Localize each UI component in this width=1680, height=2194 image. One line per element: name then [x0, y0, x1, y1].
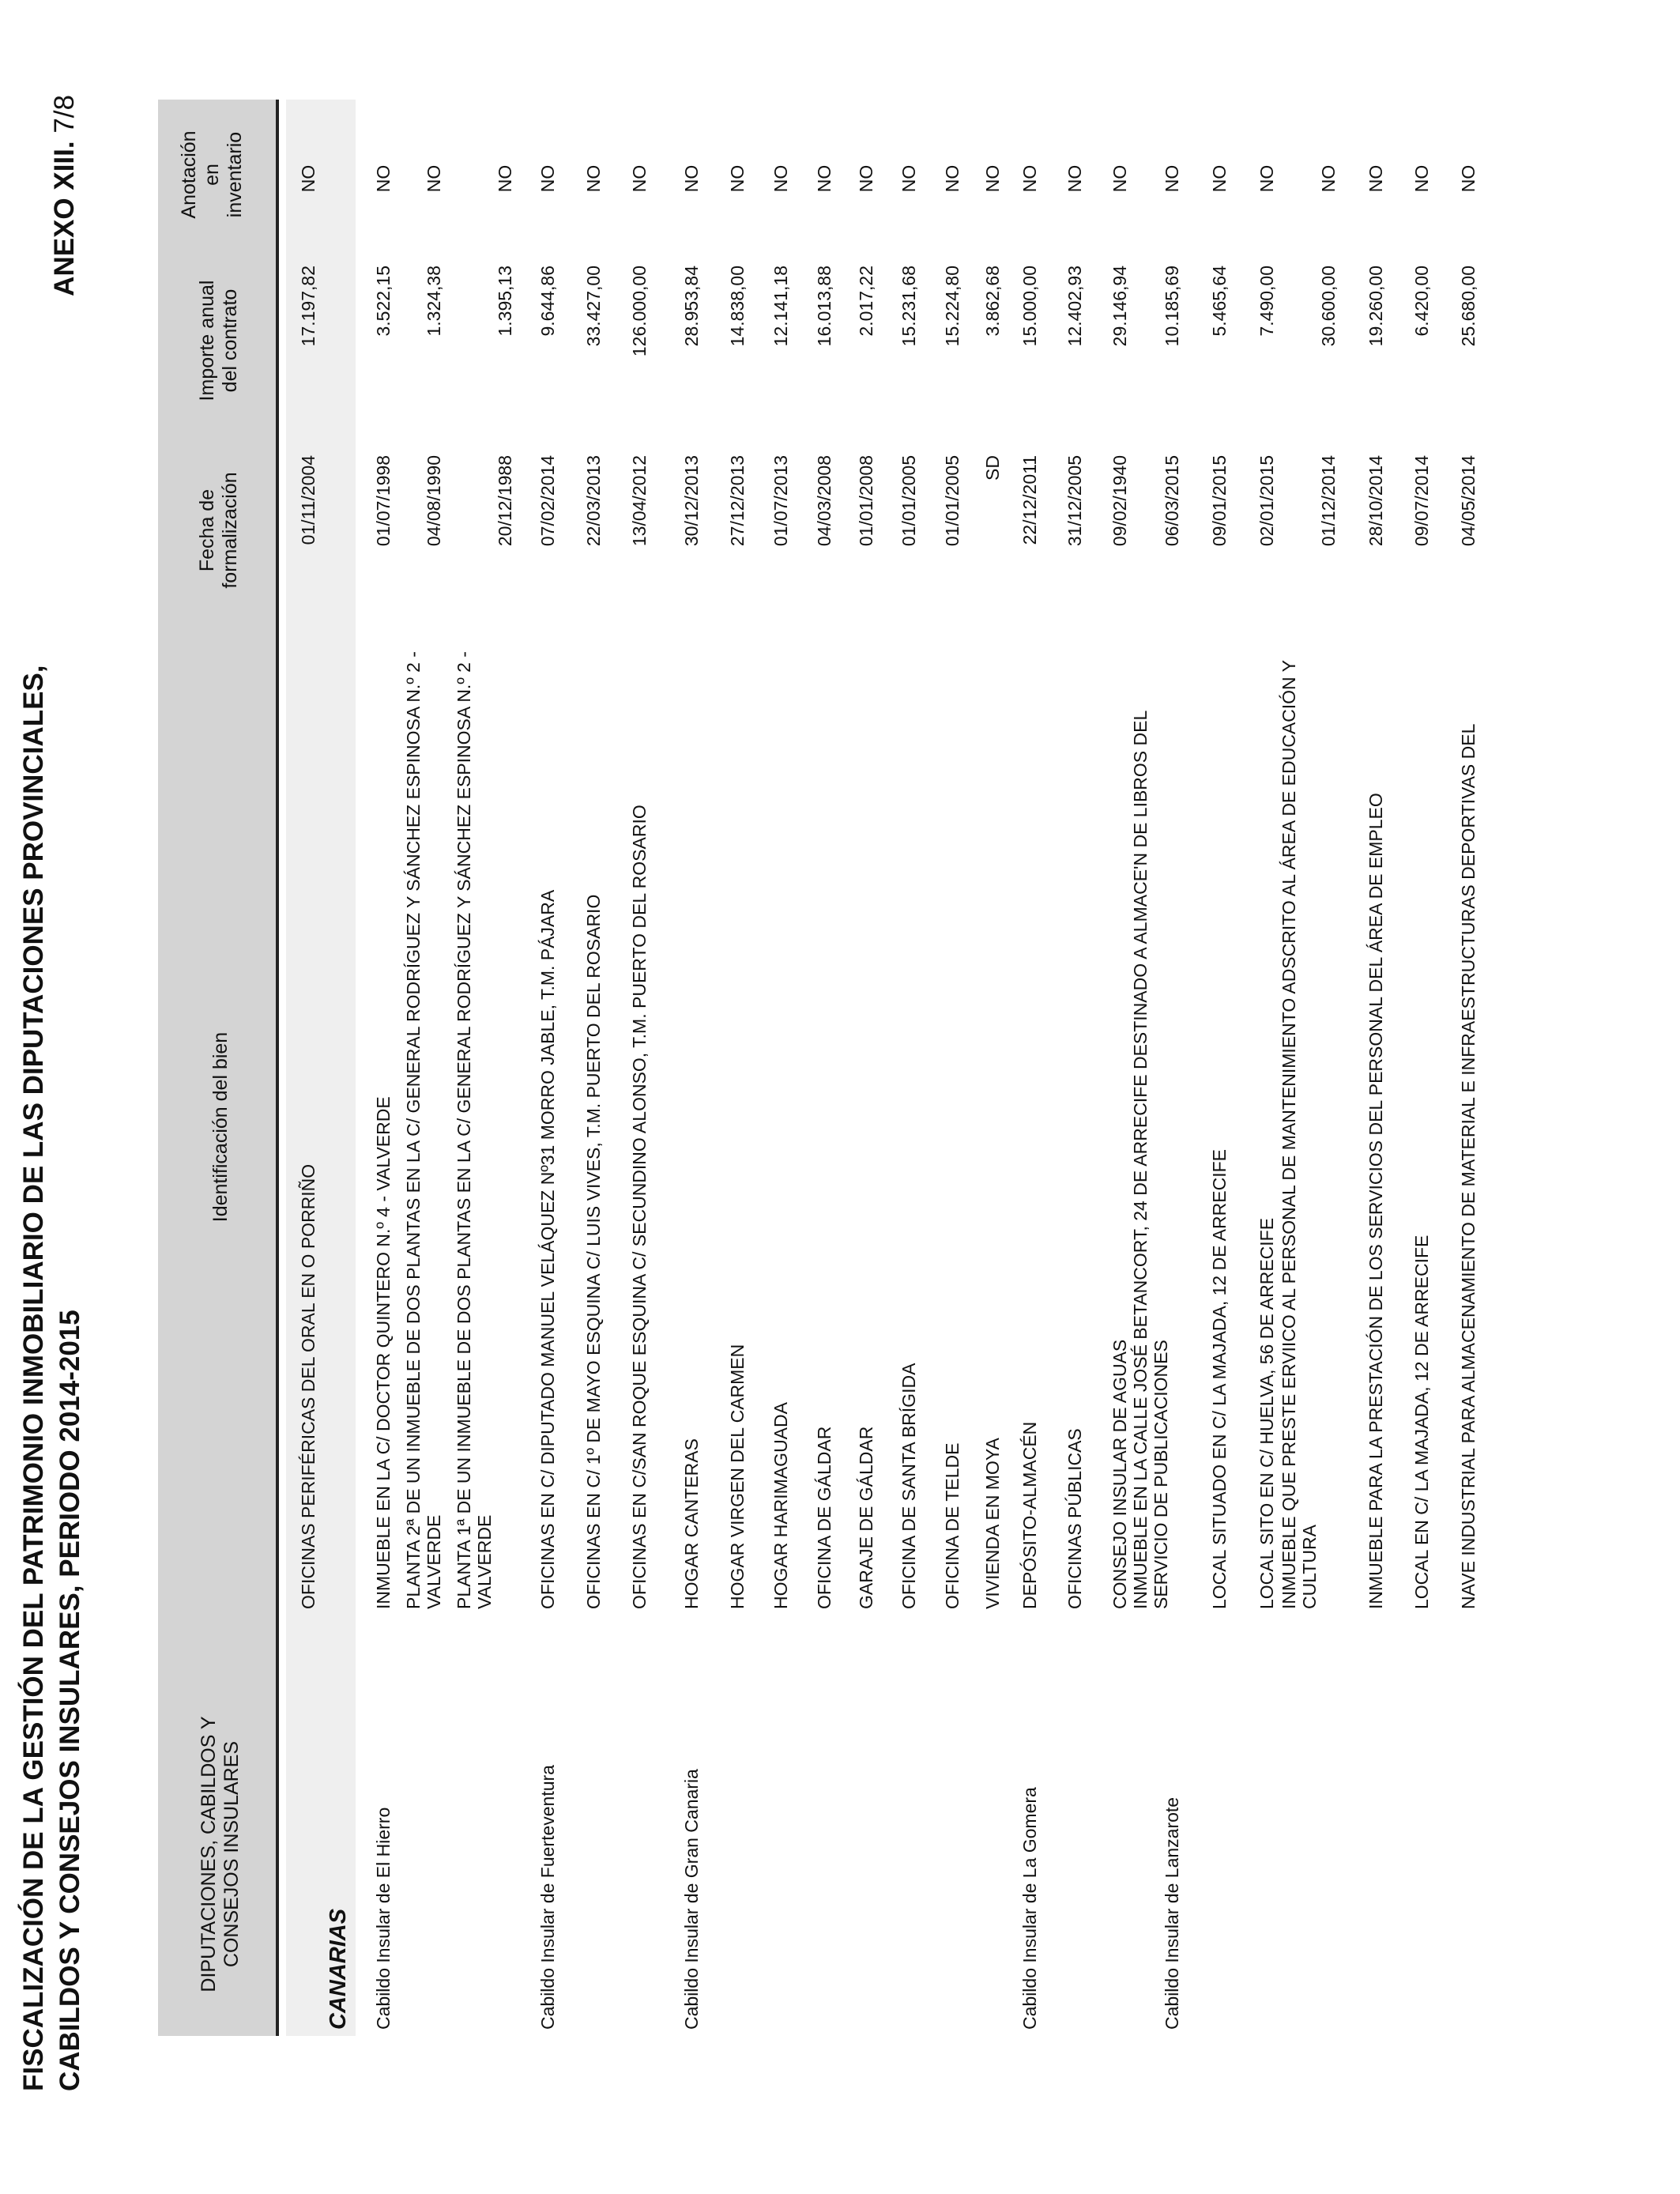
row-17-inventory: NO: [1162, 164, 1182, 193]
row-21-description: INMUEBLE PARA LA PRESTACIÓN DE LOS SERVICIOS DEL PERSONAL DEL ÁREA DE EMPLEO: [1365, 793, 1386, 1609]
row-17-description: INMUEBLE EN LA CALLE JOSÉ BETANCORT, 24 DE ARRECIFE DESTINADO A ALMACE'N DE LIBROS DEL SERVICIO DE PUBLICACIONES: [1130, 711, 1171, 1609]
row-15-amount: 12.402,93: [1064, 266, 1085, 347]
entity-lanzarote: Cabildo Insular de Lanzarote: [1162, 1796, 1182, 2030]
row-12-amount: 15.224,80: [942, 266, 962, 347]
row-13-date: SD: [982, 455, 1003, 481]
row-11-amount: 15.231,68: [898, 266, 919, 347]
annex-page: 7/8: [49, 95, 80, 134]
row-22-inventory: NO: [1411, 164, 1432, 193]
row-6-date: 30/12/2013: [681, 455, 702, 547]
entity-el-hierro: Cabildo Insular de El Hierro: [373, 1807, 394, 2030]
row-4-description: OFICINAS EN C/ 1º DE MAYO ESQUINA C/ LUIS VIVES, T.M. PUERTO DEL ROSARIO: [583, 894, 604, 1609]
title-line-1: FISCALIZACIÓN DE LA GESTIÓN DEL PATRIMONIO INMOBILIARIO DE LAS DIPUTACIONES PROVINCIALES,: [18, 665, 49, 2091]
row-13-inventory: NO: [982, 164, 1003, 193]
row-22-amount: 6.420,00: [1411, 266, 1432, 337]
row-4-amount: 33.427,00: [583, 266, 604, 347]
entity-fuerteventura: Cabildo Insular de Fuerteventura: [537, 1765, 558, 2030]
row-0-date: 01/07/1998: [373, 455, 394, 547]
row-6-description: HOGAR CANTERAS: [681, 1438, 702, 1609]
row-8-amount: 12.141,18: [770, 266, 791, 347]
row-10-description: GARAJE DE GÁLDAR: [856, 1426, 876, 1609]
row-5-description: OFICINAS EN C/SAN ROQUE ESQUINA C/ SECUNDINO ALONSO, T.M. PUERTO DEL ROSARIO: [629, 805, 650, 1609]
row-1-description: PLANTA 2ª DE UN INMUEBLE DE DOS PLANTAS EN LA C/ GENERAL RODRÍGUEZ Y SÁNCHEZ ESPINOSA N.º 2 - VALVERDE: [403, 651, 444, 1609]
row-18-inventory: NO: [1209, 164, 1230, 193]
row-0-inventory: NO: [373, 164, 394, 193]
row-23-description: NAVE INDUSTRIAL PARA ALMACENAMIENTO DE MATERIAL E INFRAESTRUCTURAS DEPORTIVAS DEL: [1458, 723, 1478, 1609]
row-20-description: INMUEBLE QUE PRESTE ERVIICO AL PERSONAL DE MANTENIMIENTO ADSCRITO AL ÁREA DE EDUCACIÓN Y CULTURA: [1279, 660, 1320, 1609]
row-14-description: DEPÓSITO-ALMACÉN: [1019, 1421, 1040, 1609]
col-header-date: Fecha de formalización: [196, 472, 241, 589]
annex-label: [49, 95, 81, 296]
row-2-amount: 1.395,13: [495, 266, 515, 337]
row-9-description: OFICINA DE GÁLDAR: [814, 1426, 834, 1609]
row-13-amount: 3.862,68: [982, 266, 1003, 337]
row-14-date: 22/12/2011: [1019, 455, 1040, 545]
row-21-inventory: NO: [1365, 164, 1386, 193]
row-3-amount: 9.644,86: [537, 266, 558, 337]
row-14-inventory: NO: [1019, 164, 1040, 193]
row-18-date: 09/01/2015: [1209, 455, 1230, 547]
row-8-description: HOGAR HARIMAGUADA: [770, 1402, 791, 1609]
row-1-inventory: NO: [424, 164, 444, 193]
row-16-inventory: NO: [1109, 164, 1130, 193]
row-11-inventory: NO: [898, 164, 919, 193]
row-11-date: 01/01/2005: [898, 455, 919, 547]
row-2-inventory: NO: [495, 164, 515, 193]
row-5-amount: 126.000,00: [629, 266, 650, 357]
entity-la-gomera: Cabildo Insular de La Gomera: [1019, 1787, 1040, 2030]
row-7-date: 27/12/2013: [727, 455, 748, 547]
row-15-description: OFICINAS PÚBLICAS: [1064, 1428, 1085, 1609]
row-8-date: 01/07/2013: [770, 455, 791, 547]
col-header-inventory: Anotación en inventario: [178, 130, 246, 219]
row-5-date: 13/04/2012: [629, 455, 650, 547]
row-13-description: VIVIENDA EN MOYA: [982, 1438, 1003, 1609]
row-21-amount: 19.260,00: [1365, 266, 1386, 347]
row-6-inventory: NO: [681, 164, 702, 193]
row-19-inventory: NO: [1256, 164, 1277, 193]
row-19-description: LOCAL SITO EN C/ HUELVA, 56 DE ARRECIFE: [1256, 1217, 1277, 1609]
row-21-date: 28/10/2014: [1365, 455, 1386, 547]
row-1-date: 04/08/1990: [424, 455, 444, 547]
col-header-entity: DIPUTACIONES, CABILDOS Y CONSEJOS INSULARES: [198, 1716, 243, 1992]
annex-title: ANEXO XIII.: [49, 141, 80, 296]
row-12-inventory: NO: [942, 164, 962, 193]
row-7-description: HOGAR VIRGEN DEL CARMEN: [727, 1344, 748, 1609]
row-4-date: 22/03/2013: [583, 455, 604, 547]
row-5-inventory: NO: [629, 164, 650, 193]
row-9-date: 04/03/2008: [814, 455, 834, 547]
first-row-description: OFICINAS PERIFÉRICAS DEL ORAL EN O PORRIÑO: [298, 1163, 318, 1609]
row-16-amount: 29.146,94: [1109, 266, 1130, 347]
row-15-date: 31/12/2005: [1064, 455, 1085, 547]
row-23-amount: 25.680,00: [1458, 266, 1478, 347]
col-header-amount: Importe anual del contrato: [196, 280, 241, 401]
row-7-inventory: NO: [727, 164, 748, 193]
row-20-amount: 30.600,00: [1318, 266, 1339, 347]
row-12-description: OFICINA DE TELDE: [942, 1442, 962, 1609]
row-19-date: 02/01/2015: [1256, 455, 1277, 547]
row-17-date: 06/03/2015: [1162, 455, 1182, 547]
row-20-inventory: NO: [1318, 164, 1339, 193]
row-8-inventory: NO: [770, 164, 791, 193]
row-10-amount: 2.017,22: [856, 266, 876, 337]
row-17-amount: 10.185,69: [1162, 266, 1182, 347]
row-9-amount: 16.013,88: [814, 266, 834, 347]
row-22-description: LOCAL EN C/ LA MAJADA, 12 DE ARRECIFE: [1411, 1235, 1432, 1609]
row-0-amount: 3.522,15: [373, 266, 394, 337]
header-rule: [276, 100, 279, 2036]
row-23-inventory: NO: [1458, 164, 1478, 193]
row-6-amount: 28.953,84: [681, 266, 702, 347]
row-9-inventory: NO: [814, 164, 834, 193]
row-3-inventory: NO: [537, 164, 558, 193]
row-18-amount: 5.465,64: [1209, 266, 1230, 337]
row-20-date: 01/12/2014: [1318, 455, 1339, 547]
row-23-date: 04/05/2014: [1458, 455, 1478, 547]
first-row-date: 01/11/2004: [298, 455, 318, 545]
row-2-date: 20/12/1988: [495, 455, 515, 547]
row-4-inventory: NO: [583, 164, 604, 193]
row-10-date: 01/01/2008: [856, 455, 876, 547]
row-3-description: OFICINAS EN C/ DIPUTADO MANUEL VELÁQUEZ Nº31 MORRO JABLE, T.M. PÁJARA: [537, 889, 558, 1609]
title-line-2: CABILDOS Y CONSEJOS INSULARES, PERIODO 2014-2015: [55, 1310, 85, 2091]
first-row-amount: 17.197,82: [298, 266, 318, 347]
document-title: [16, 590, 89, 2091]
region-label: CANARIAS: [326, 1908, 351, 2030]
row-1-amount: 1.324,38: [424, 266, 444, 337]
row-12-date: 01/01/2005: [942, 455, 962, 547]
row-11-description: OFICINA DE SANTA BRÍGIDA: [898, 1363, 919, 1609]
row-16-description: CONSEJO INSULAR DE AGUAS: [1109, 1339, 1130, 1609]
row-18-description: LOCAL SITUADO EN C/ LA MAJADA, 12 DE ARRECIFE: [1209, 1149, 1230, 1609]
row-22-date: 09/07/2014: [1411, 455, 1432, 547]
row-10-inventory: NO: [856, 164, 876, 193]
row-7-amount: 14.838,00: [727, 266, 748, 347]
row-3-date: 07/02/2014: [537, 455, 558, 547]
row-15-inventory: NO: [1064, 164, 1085, 193]
first-row-inventory: NO: [298, 164, 318, 193]
row-16-date: 09/02/1940: [1109, 455, 1130, 547]
row-19-amount: 7.490,00: [1256, 266, 1277, 337]
entity-gran-canaria: Cabildo Insular de Gran Canaria: [681, 1769, 702, 2030]
row-2-description: PLANTA 1ª DE UN INMUEBLE DE DOS PLANTAS EN LA C/ GENERAL RODRÍGUEZ Y SÁNCHEZ ESPINOSA N.º 2 - VALVERDE: [454, 651, 495, 1609]
row-14-amount: 15.000,00: [1019, 266, 1040, 347]
col-header-identification: Identificación del bien: [209, 1031, 232, 1223]
row-0-description: INMUEBLE EN LA C/ DOCTOR QUINTERO N.º 4 - VALVERDE: [373, 1096, 394, 1609]
first-row-shade: [286, 100, 356, 2036]
